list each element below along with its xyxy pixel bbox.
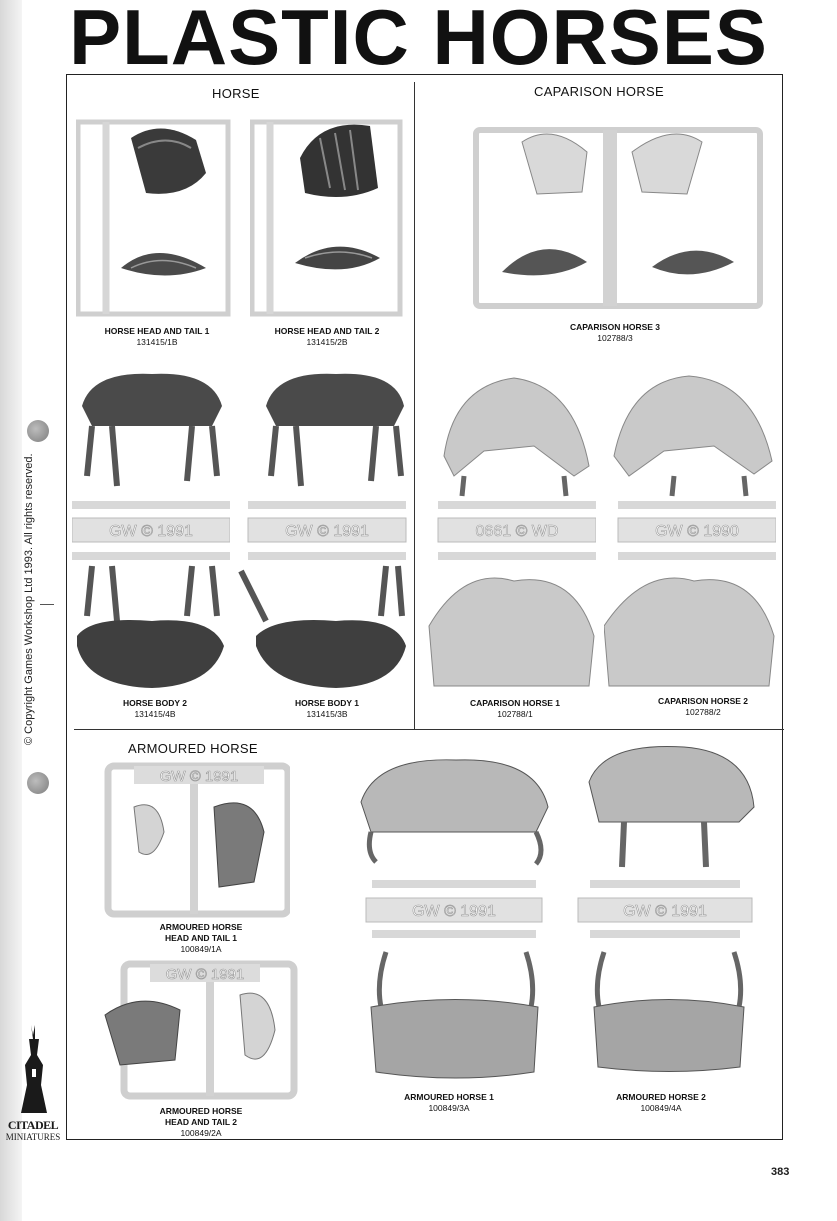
horizontal-divider <box>74 729 784 730</box>
sprue-image-caparison-horse-3 <box>472 122 764 312</box>
item-code: 100849/2A <box>180 1128 222 1138</box>
item-code: 102788/3 <box>597 333 633 343</box>
item-code: 102788/1 <box>497 709 533 719</box>
sprue-image-armoured-head-tail-2 <box>100 960 298 1100</box>
item-code: 100849/3A <box>428 1103 470 1113</box>
binder-hole-bottom <box>27 772 49 794</box>
sprue-image-caparison-horse-2 <box>604 366 776 696</box>
caption-caparison-horse-2 <box>628 696 778 718</box>
page-number: 383 <box>771 1166 790 1178</box>
sprue-mark: GW © 1991 <box>285 523 369 540</box>
sprue-mark: GW © 1991 <box>165 966 245 983</box>
sprue-mark: 0661 © WD <box>475 523 559 540</box>
caption-horse-head-tail-1 <box>82 326 232 348</box>
copyright-notice: © Copyright Games Workshop Ltd 1993. All rights reserved. <box>23 453 35 745</box>
item-name: CAPARISON HORSE 1 <box>469 698 561 708</box>
sprue-mark: GW © 1991 <box>159 768 239 785</box>
item-name: HORSE HEAD AND TAIL 2 <box>274 326 380 336</box>
item-code: 100849/1A <box>180 944 222 954</box>
section-title-armoured: ARMOURED HORSE <box>128 741 258 756</box>
sprue-image-horse-body-1 <box>236 366 408 696</box>
caption-caparison-horse-3 <box>540 322 690 344</box>
binder-hole-top <box>27 420 49 442</box>
sprue-image-armoured-head-tail-1 <box>104 762 290 918</box>
item-code: 131415/2B <box>306 337 348 347</box>
caption-armoured-horse-2 <box>586 1092 736 1114</box>
item-code: 131415/4B <box>134 709 176 719</box>
castle-tower-icon <box>17 1025 51 1115</box>
caption-armoured-head-tail-2 <box>126 1106 276 1139</box>
citadel-logo <box>2 1025 64 1143</box>
sprue-mark: GW © 1991 <box>412 903 496 920</box>
margin-tick <box>40 604 54 605</box>
sprue-image-armoured-horse-1 <box>356 752 552 1086</box>
caption-horse-body-1 <box>252 698 402 720</box>
caption-armoured-head-tail-1 <box>126 922 276 955</box>
item-name: HORSE BODY 2 <box>122 698 188 708</box>
item-code: 131415/3B <box>306 709 348 719</box>
item-name: HORSE HEAD AND TAIL 1 <box>104 326 210 336</box>
item-name: ARMOURED HORSE HEAD AND TAIL 1 <box>159 922 243 943</box>
sprue-image-horse-head-tail-2 <box>250 118 406 318</box>
sprue-image-horse-body-2 <box>72 366 230 696</box>
item-name: HORSE BODY 1 <box>294 698 360 708</box>
caption-horse-head-tail-2 <box>252 326 402 348</box>
item-code: 102788/2 <box>685 707 721 717</box>
item-name: CAPARISON HORSE 2 <box>657 696 749 706</box>
caption-horse-body-2 <box>80 698 230 720</box>
page-title: PLASTIC HORSES <box>69 0 768 81</box>
sprue-mark: GW © 1991 <box>623 903 707 920</box>
sprue-mark: GW © 1990 <box>655 523 739 540</box>
item-name: ARMOURED HORSE 1 <box>404 1092 494 1102</box>
caption-caparison-horse-1 <box>440 698 590 720</box>
item-name: ARMOURED HORSE 2 <box>616 1092 706 1102</box>
section-title-caparison: CAPARISON HORSE <box>534 84 664 99</box>
logo-brand: CITADEL <box>7 1118 59 1132</box>
item-name: CAPARISON HORSE 3 <box>569 322 661 332</box>
item-code: 100849/4A <box>640 1103 682 1113</box>
item-name: ARMOURED HORSE HEAD AND TAIL 2 <box>159 1106 243 1127</box>
item-code: 131415/1B <box>136 337 178 347</box>
sprue-image-caparison-horse-1 <box>424 366 596 696</box>
sprue-mark: GW © 1991 <box>109 523 193 540</box>
sprue-image-armoured-horse-2 <box>574 742 760 1076</box>
vertical-divider <box>414 82 415 730</box>
sprue-image-horse-head-tail-1 <box>76 118 234 318</box>
caption-armoured-horse-1 <box>374 1092 524 1114</box>
section-title-horse: HORSE <box>212 86 260 101</box>
logo-subtitle: MINIATURES <box>5 1132 61 1142</box>
